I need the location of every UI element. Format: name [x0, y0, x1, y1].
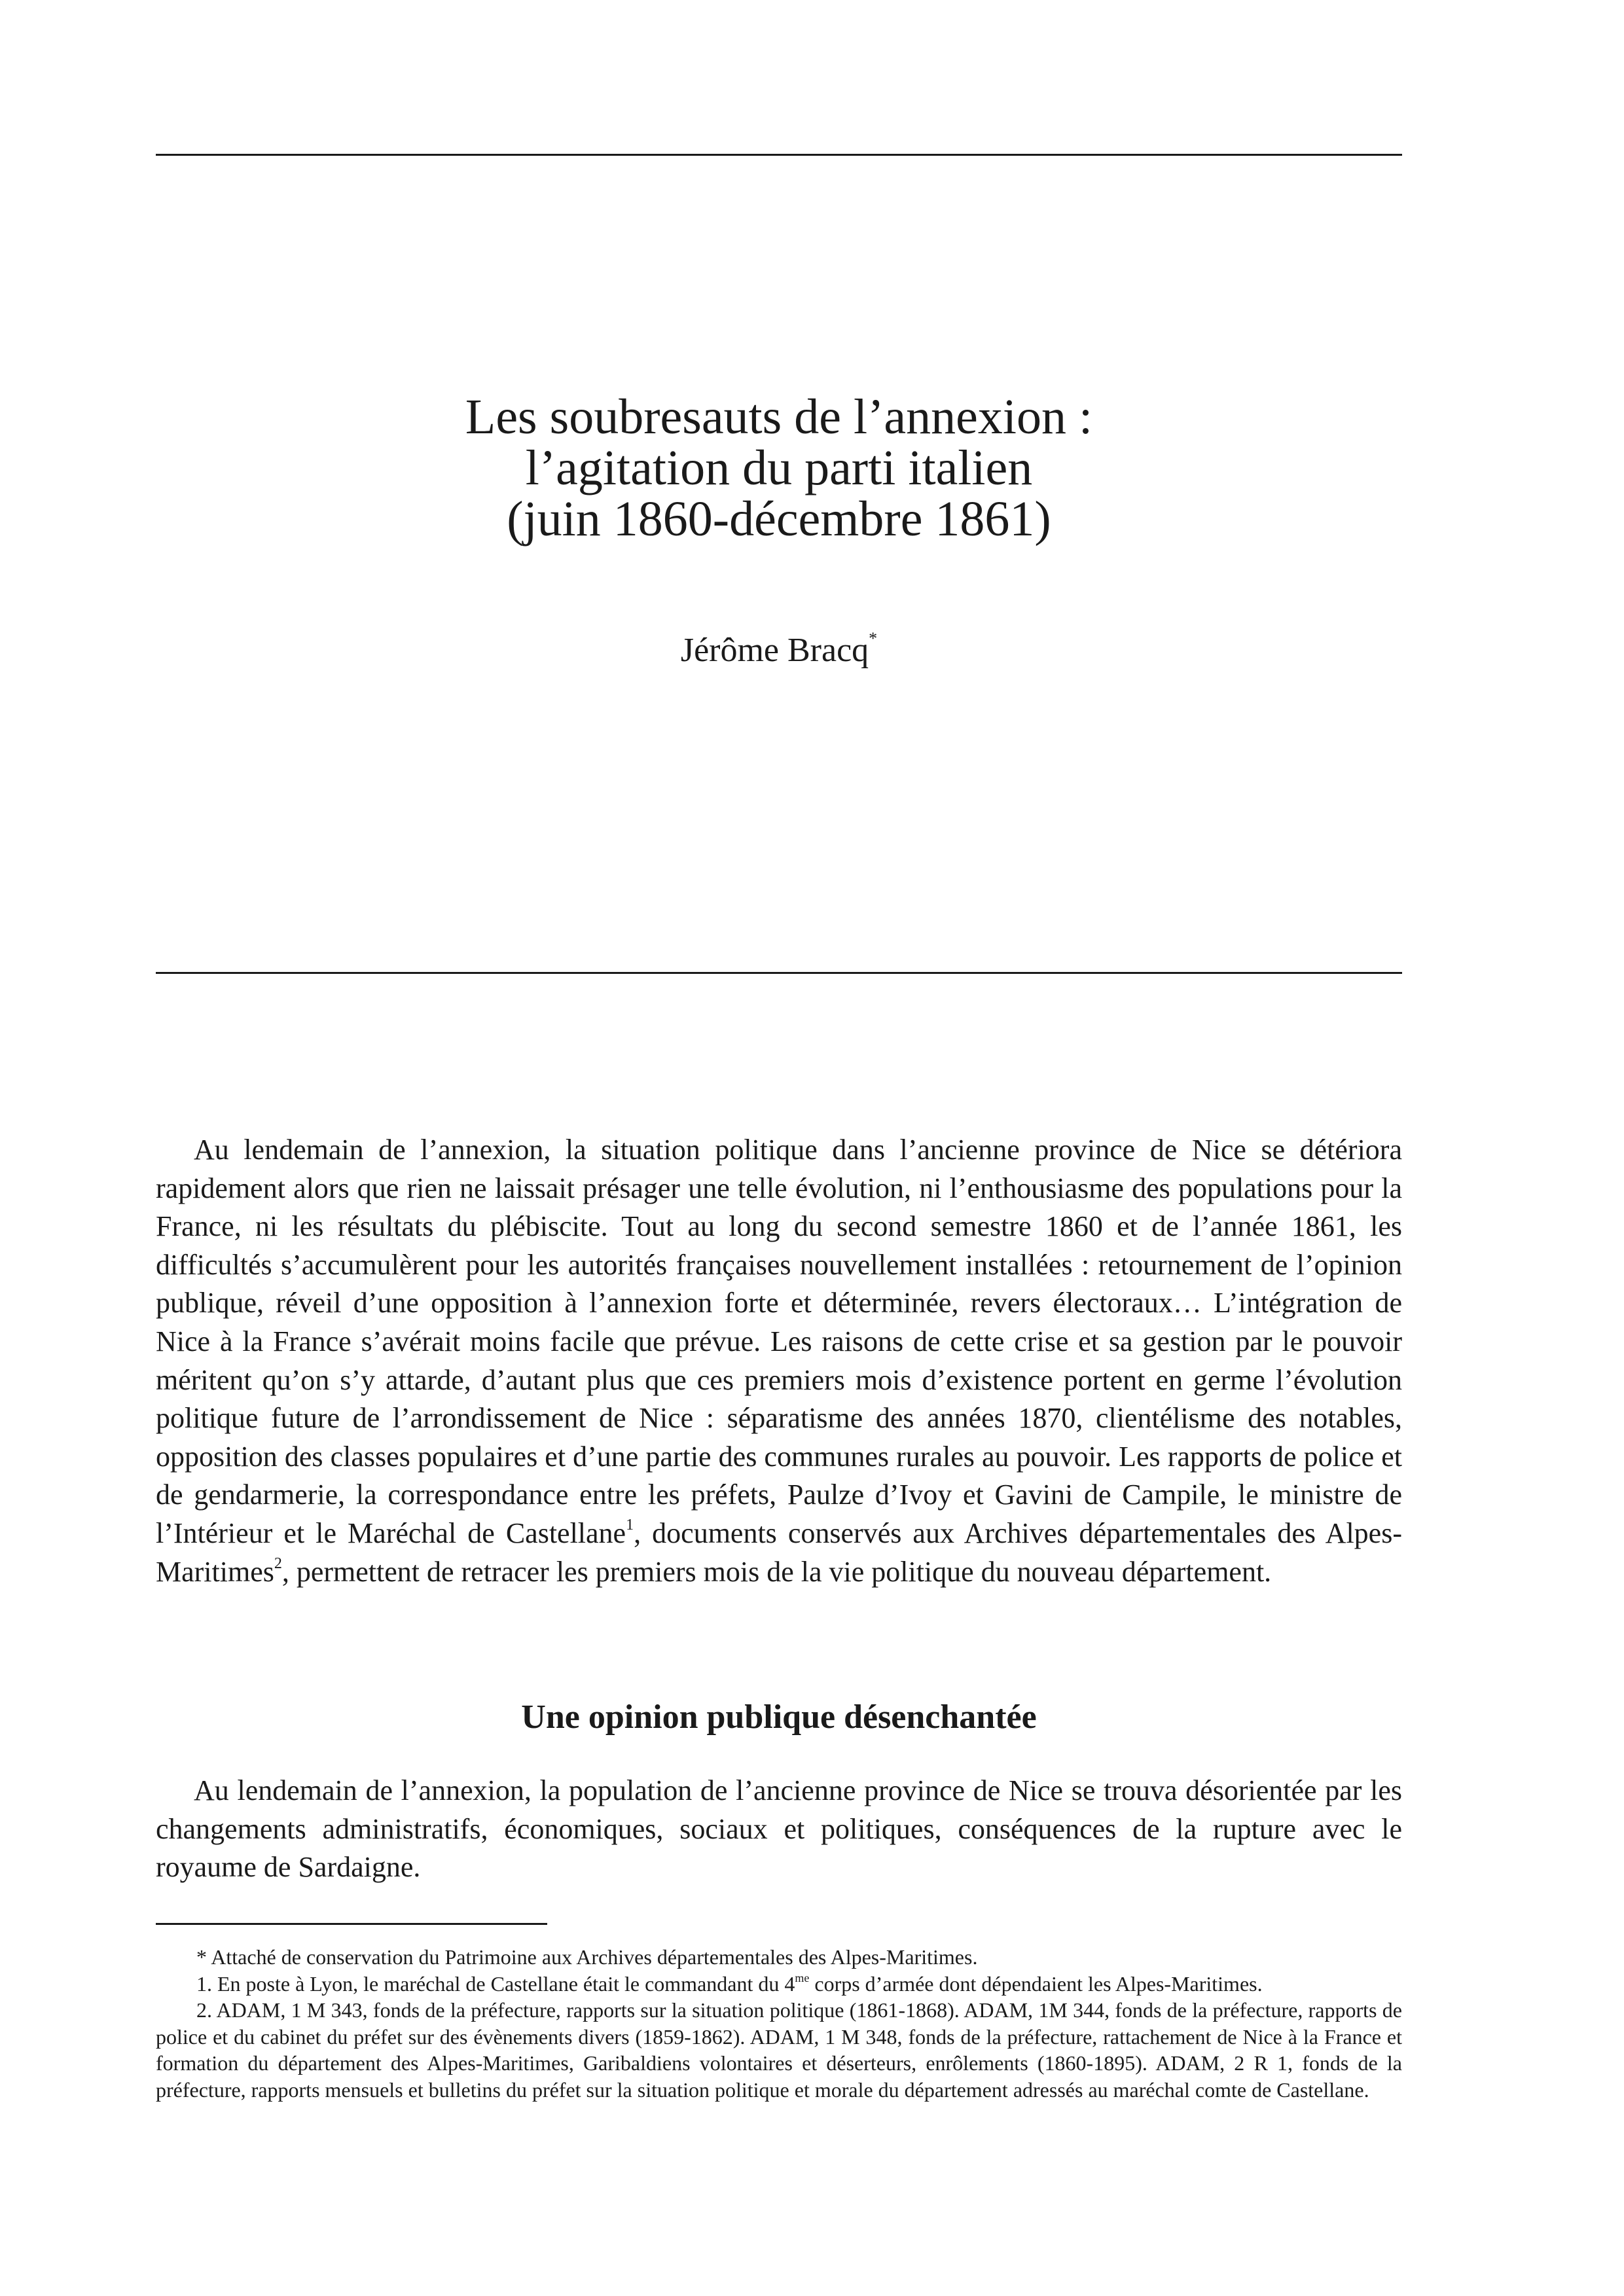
intro-paragraph — [156, 1131, 1402, 1591]
author-byline — [156, 631, 1402, 670]
title-line-3: (juin 1860-décembre 1861) — [507, 492, 1051, 547]
section-heading: Une opinion publique désenchantée — [521, 1698, 1037, 1736]
footnote-1 — [156, 1971, 1402, 1998]
intro-text-1: Au lendemain de l’annexion, la situation politique dans l’ancienne province de Nice se détériora rapidement alors que rien ne laissait présager une telle évolution, ni l’enthousiasme des populations pour la France, ni les résultats du plébiscite. Tout au long du second semestre 1860 et de l’année 1861, les difficultés s’accumulèrent pour les autorités françaises nouvellement installées : retournement de l’opinion publique, réveil d’une opposition à l’annexion forte et déterminée, revers électoraux… L’intégration de Nice à la France s’avérait moins facile que prévue. Les raisons de cette crise et sa gestion par le pouvoir méritent qu’on s’y attarde, d’autant plus que ces premiers mois d’existence portent en germe l’évolution politique future de l’arrondissement de Nice : séparatisme des années 1870, clientélisme des notables, opposition des classes populaires et d’une partie des communes rurales au pouvoir. Les rapports de police et de gendarmerie, la correspondance entre les préfets, Paulze d’Ivoy et Gavini de Campile, le ministre de l’Intérieur et le Maréchal de Castellane — [156, 1134, 1402, 1549]
footnote-2: 2. ADAM, 1 M 343, fonds de la préfecture, rapports sur la situation politique (1861-1868). ADAM, 1M 344, fonds de la préfecture, rapports de police et du cabinet du préfet sur des évènements divers (1859-1862). ADAM, 1 M 348, fonds de la préfecture, rattachement de Nice à la France et formation du département des Alpes-Maritimes, Garibaldiens volontaires et déserteurs, enrôlements (1860-1895). ADAM, 2 R 1, fonds de la préfecture, rapports mensuels et bulletins du préfet sur la situation politique et morale du département adressés au maréchal comte de Castellane. — [156, 1998, 1402, 2102]
intro-text-3: , permettent de retracer les premiers mois de la vie politique du nouveau département. — [281, 1555, 1272, 1588]
footnote-1-text-b: corps d’armée dont dépendaient les Alpes-Maritimes. — [809, 1971, 1263, 1996]
title-line-2: l’agitation du parti italien — [525, 440, 1033, 495]
author-footnote-marker: * — [869, 629, 878, 648]
top-rule — [156, 154, 1402, 156]
intro-text-2: , documents conservés aux Archives départementales des Alpes-Maritimes — [156, 1516, 1402, 1588]
footnote-separator-rule — [156, 1923, 547, 1925]
footnote-ref-2: 2 — [274, 1554, 282, 1572]
footnote-1-text-a: 1. En poste à Lyon, le maréchal de Castellane était le commandant du 4 — [196, 1971, 795, 1996]
author-name: Jérôme Bracq — [680, 632, 869, 669]
footnotes — [156, 1944, 1402, 2103]
footnote-ref-1: 1 — [626, 1516, 634, 1534]
footnote-star: * Attaché de conservation du Patrimoine aux Archives départementales des Alpes-Maritimes. — [196, 1945, 978, 1969]
title-separator-rule — [156, 972, 1402, 974]
article-title — [156, 391, 1402, 545]
section-paragraph: Au lendemain de l’annexion, la population de l’ancienne province de Nice se trouva désorientée par les changements administratifs, économiques, sociaux et politiques, conséquences de la rupture avec le royaume de Sardaigne. — [156, 1774, 1402, 1884]
title-line-1: Les soubresauts de l’annexion : — [465, 389, 1093, 444]
footnote-1-superscript: me — [795, 1971, 810, 1984]
